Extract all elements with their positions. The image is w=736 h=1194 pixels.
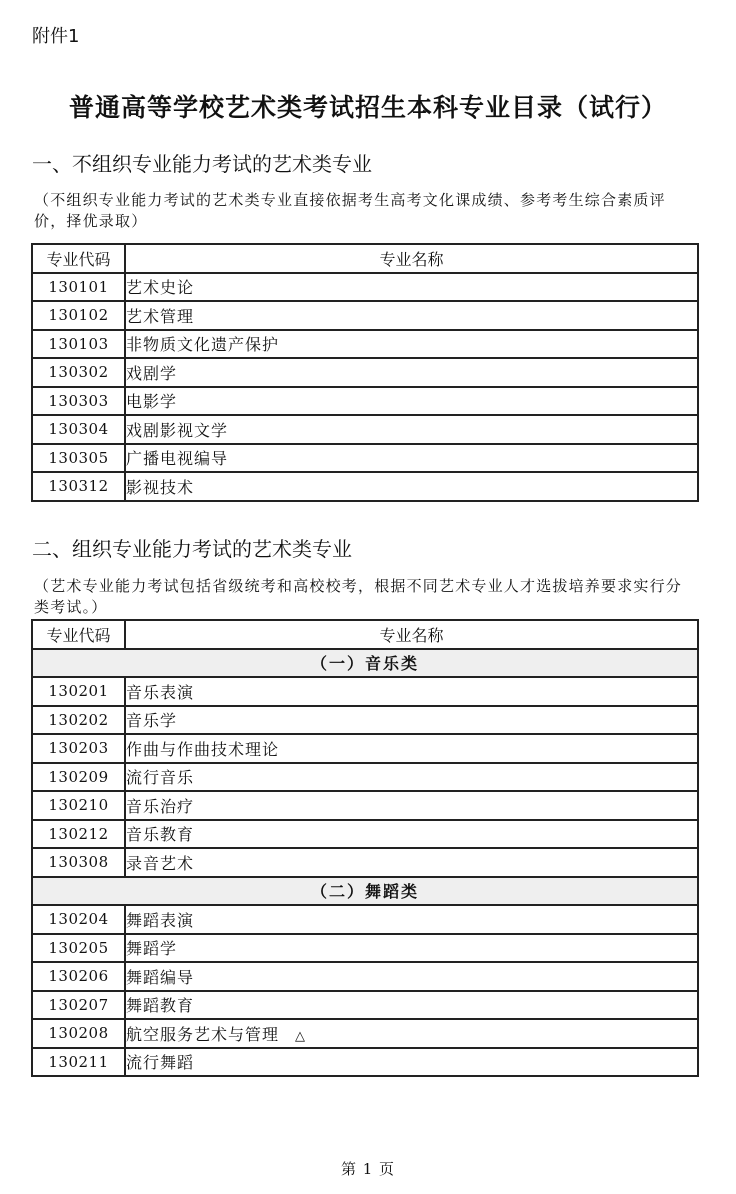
table-row [32, 1019, 698, 1048]
major-code: 130205 [32, 934, 125, 963]
table-row [32, 330, 698, 359]
major-name: 艺术史论 [125, 273, 698, 302]
major-code: 130208 [32, 1019, 125, 1048]
major-name: 艺术管理 [125, 301, 698, 330]
name-column-header: 专业名称 [125, 620, 698, 649]
major-name: 录音艺术 [125, 848, 698, 877]
category-label: （二）舞蹈类 [32, 877, 698, 906]
major-name: 流行舞蹈 [125, 1048, 698, 1077]
major-code: 130204 [32, 905, 125, 934]
table-row [32, 934, 698, 963]
category-label: （一）音乐类 [32, 649, 698, 678]
major-name: 舞蹈教育 [125, 991, 698, 1020]
major-code: 130209 [32, 763, 125, 792]
major-name-text: 航空服务艺术与管理 [126, 1024, 280, 1044]
section2-heading: 二、组织专业能力考试的艺术类专业 [32, 537, 352, 561]
table-row [32, 273, 698, 302]
section2-table [31, 619, 699, 1077]
table-header-row [32, 244, 698, 273]
major-name: 音乐治疗 [125, 791, 698, 820]
major-name [125, 1019, 698, 1048]
table-row [32, 763, 698, 792]
major-code: 130212 [32, 820, 125, 849]
section1-note: （不组织专业能力考试的艺术类专业直接依据考生高考文化课成绩、参考考生综合素质评价，择优录取） [34, 191, 666, 230]
table-row [32, 820, 698, 849]
major-name: 戏剧学 [125, 358, 698, 387]
table-row [32, 387, 698, 416]
section1-table [31, 243, 699, 502]
table-row [32, 301, 698, 330]
table-row [32, 991, 698, 1020]
major-code: 130202 [32, 706, 125, 735]
table-row [32, 734, 698, 763]
code-column-header: 专业代码 [32, 244, 125, 273]
major-code: 130102 [32, 301, 125, 330]
major-name: 非物质文化遗产保护 [125, 330, 698, 359]
table-row [32, 1048, 698, 1077]
major-code: 130203 [32, 734, 125, 763]
major-code: 130304 [32, 415, 125, 444]
major-name: 音乐教育 [125, 820, 698, 849]
major-name: 音乐学 [125, 706, 698, 735]
major-code: 130312 [32, 472, 125, 501]
table-row [32, 444, 698, 473]
major-code: 130305 [32, 444, 125, 473]
section2-note: （艺术专业能力考试包括省级统考和高校校考，根据不同艺术专业人才选拔培养要求实行分类考试。） [34, 577, 683, 616]
major-code: 130303 [32, 387, 125, 416]
major-name: 流行音乐 [125, 763, 698, 792]
table-row [32, 677, 698, 706]
major-code: 130308 [32, 848, 125, 877]
major-code: 130206 [32, 962, 125, 991]
table-row [32, 905, 698, 934]
table-row [32, 415, 698, 444]
major-name: 广播电视编导 [125, 444, 698, 473]
major-name: 音乐表演 [125, 677, 698, 706]
table-row [32, 472, 698, 501]
major-code: 130207 [32, 991, 125, 1020]
category-row [32, 877, 698, 906]
name-column-header: 专业名称 [125, 244, 698, 273]
code-column-header: 专业代码 [32, 620, 125, 649]
major-code: 130210 [32, 791, 125, 820]
section1-heading: 一、不组织专业能力考试的艺术类专业 [32, 152, 372, 176]
major-code: 130101 [32, 273, 125, 302]
table-header-row [32, 620, 698, 649]
page-number: 第 1 页 [340, 1160, 396, 1178]
major-code: 130211 [32, 1048, 125, 1077]
major-name: 戏剧影视文学 [125, 415, 698, 444]
major-name: 舞蹈表演 [125, 905, 698, 934]
major-name: 电影学 [125, 387, 698, 416]
table-row [32, 706, 698, 735]
major-code: 130201 [32, 677, 125, 706]
major-name: 舞蹈学 [125, 934, 698, 963]
table-row [32, 848, 698, 877]
table-row [32, 358, 698, 387]
category-row [32, 649, 698, 678]
major-name: 影视技术 [125, 472, 698, 501]
major-name: 作曲与作曲技术理论 [125, 734, 698, 763]
table-row [32, 962, 698, 991]
major-code: 130103 [32, 330, 125, 359]
attachment-label: 附件1 [32, 26, 80, 47]
triangle-marker: △ [295, 1028, 307, 1044]
major-code: 130302 [32, 358, 125, 387]
table-row [32, 791, 698, 820]
document-title: 普通高等学校艺术类考试招生本科专业目录（试行） [68, 93, 667, 122]
major-name: 舞蹈编导 [125, 962, 698, 991]
